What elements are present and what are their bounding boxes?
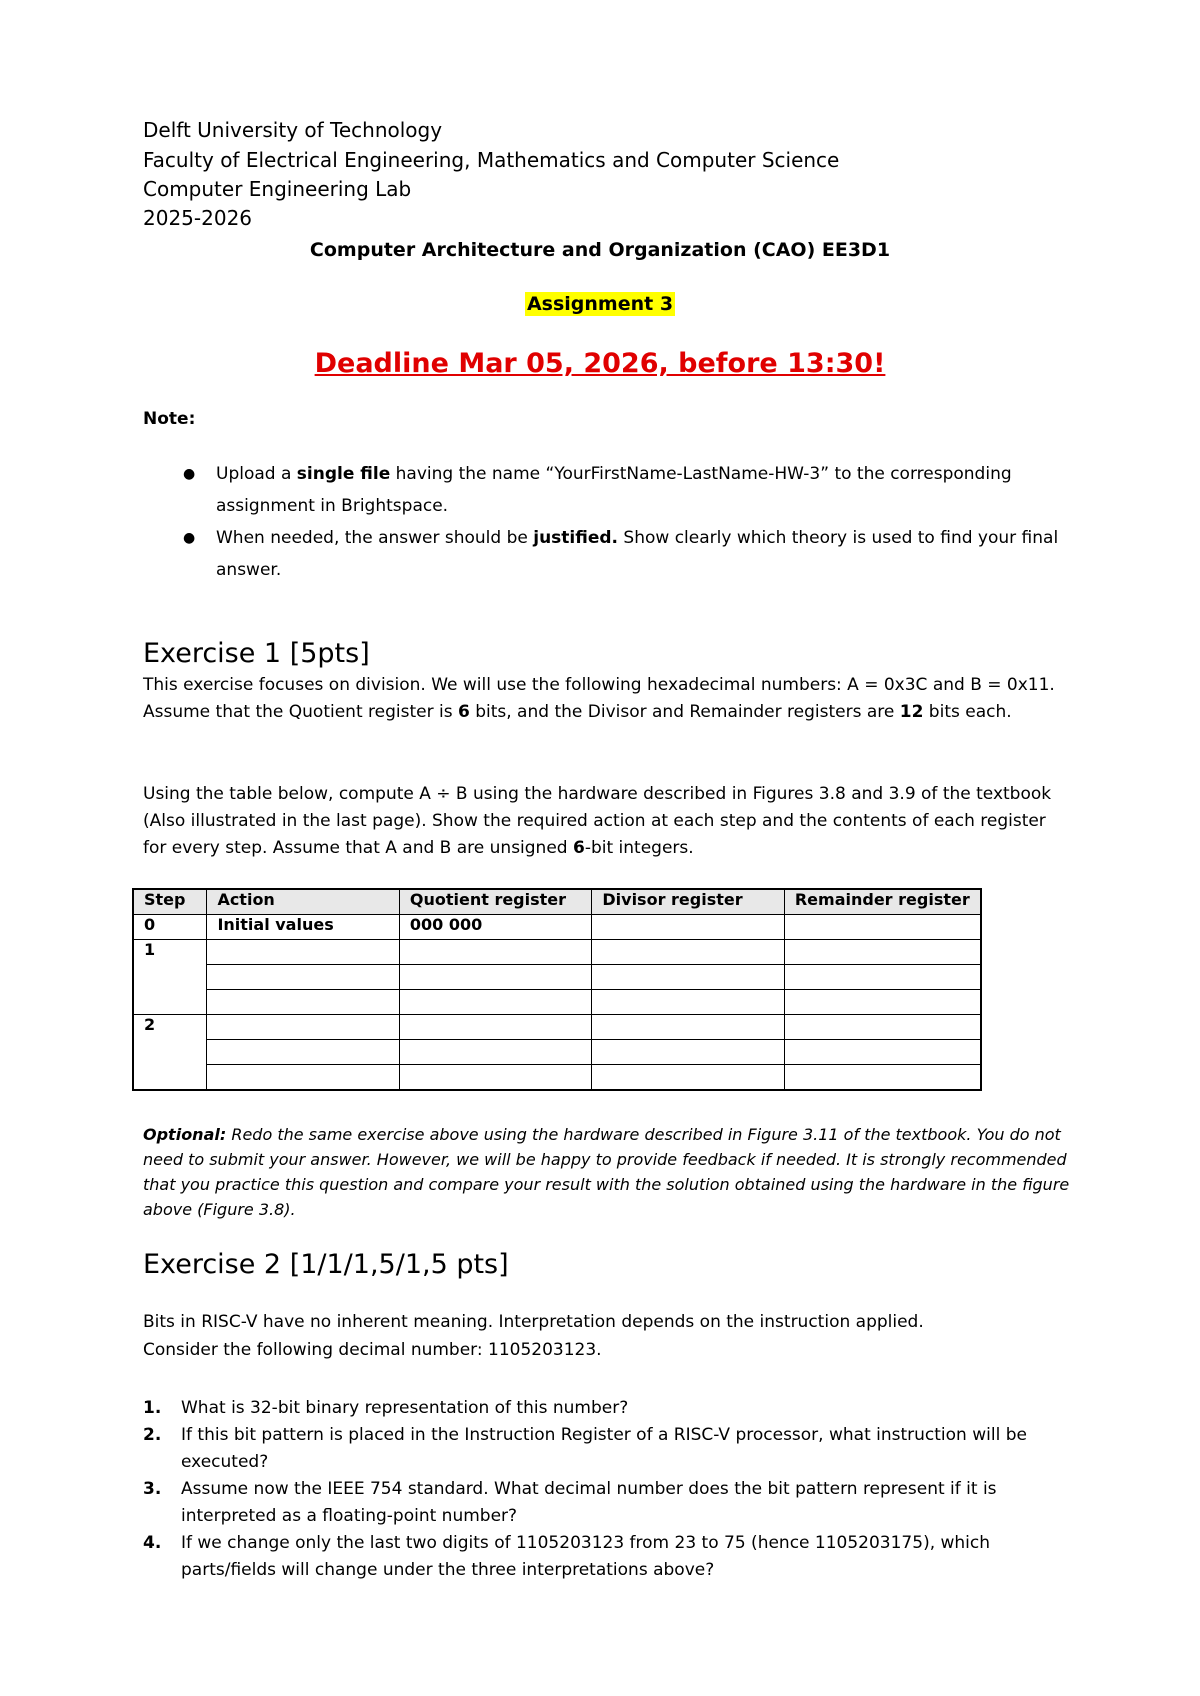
note-text: When needed, the answer should be xyxy=(216,528,534,548)
remainder-cell xyxy=(784,1065,981,1091)
exercise2-line2: Consider the following decimal number: 1105203123. xyxy=(143,1340,602,1360)
step-cell: 0 xyxy=(133,915,207,940)
university-name: Delft University of Technology xyxy=(143,118,443,142)
header-action: Action xyxy=(207,889,399,915)
question-item xyxy=(143,1530,1073,1584)
header-divisor: Divisor register xyxy=(592,889,784,915)
quotient-cell xyxy=(399,990,592,1015)
divisor-cell xyxy=(592,1065,784,1091)
question-list xyxy=(143,1395,1073,1584)
quotient-cell xyxy=(399,1065,592,1091)
header-quotient: Quotient register xyxy=(399,889,592,915)
divisor-cell xyxy=(592,940,784,965)
remainder-cell xyxy=(784,915,981,940)
optional-text: Redo the same exercise above using the hardware described in Figure 3.11 of the textbook. You do not need to submit your answer. However, we will be happy to provide feedback if needed. It is strongly recommended that you practice this question and compare your result with the solution obtained using the hardware in the figure above (Figure 3.8). xyxy=(143,1125,1070,1219)
question-number: 4. xyxy=(143,1533,162,1553)
action-cell xyxy=(207,965,399,990)
action-cell xyxy=(207,1015,399,1040)
question-item xyxy=(143,1395,1073,1422)
bullet-icon: ● xyxy=(183,530,196,546)
note-item xyxy=(143,458,1068,522)
remainder-cell xyxy=(784,965,981,990)
action-cell xyxy=(207,940,399,965)
remainder-cell xyxy=(784,990,981,1015)
step-cell: 2 xyxy=(133,1015,207,1091)
quotient-cell xyxy=(399,1040,592,1065)
header-remainder: Remainder register xyxy=(784,889,981,915)
action-cell: Initial values xyxy=(207,915,399,940)
header-step: Step xyxy=(133,889,207,915)
task-bold: 6 xyxy=(573,838,585,858)
note-bold: single file xyxy=(296,464,391,484)
optional-label: Optional: xyxy=(143,1125,227,1144)
deadline: Deadline Mar 05, 2026, before 13:30! xyxy=(314,348,886,379)
optional-note xyxy=(143,1122,1073,1222)
table-row xyxy=(133,1065,981,1091)
intro-bold: 6 xyxy=(457,702,470,722)
intro-bold: 12 xyxy=(899,702,924,722)
table-row xyxy=(133,965,981,990)
exercise1-intro xyxy=(143,672,1073,726)
note-text: having the name “YourFirstName-LastName-HW-3” to the corresponding assignment in Brightspace. xyxy=(216,464,1012,516)
exercise1-title: Exercise 1 [5pts] xyxy=(143,638,370,669)
divisor-cell xyxy=(592,915,784,940)
intro-text: bits each. xyxy=(923,702,1012,722)
exercise2-line1: Bits in RISC-V have no inherent meaning. Interpretation depends on the instruction applied. xyxy=(143,1312,924,1332)
divisor-cell xyxy=(592,1015,784,1040)
note-bold: justified. xyxy=(533,528,619,548)
intro-text: bits, and the Divisor and Remainder registers are xyxy=(469,702,900,722)
bullet-icon: ● xyxy=(183,466,196,482)
remainder-cell xyxy=(784,940,981,965)
exercise1-task xyxy=(143,781,1073,862)
action-cell xyxy=(207,1065,399,1091)
quotient-cell xyxy=(399,940,592,965)
note-label: Note: xyxy=(143,409,196,429)
question-number: 1. xyxy=(143,1398,162,1418)
intro-text: This exercise focuses on division. We will use the following hexadecimal numbers: A = 0x3C and B = 0x11. Assume that the Quotient register is xyxy=(143,675,1055,722)
question-text: If this bit pattern is placed in the Instruction Register of a RISC-V processor, what instruction will be executed? xyxy=(181,1425,1027,1472)
division-table xyxy=(132,888,982,1091)
question-item xyxy=(143,1422,1073,1476)
question-number: 2. xyxy=(143,1425,162,1445)
divisor-cell xyxy=(592,965,784,990)
quotient-cell xyxy=(399,1015,592,1040)
task-text: Using the table below, compute A ÷ B using the hardware described in Figures 3.8 and 3.9 of the textbook (Also illustrated in the last page). Show the required action at each step and the contents of each register for every step. Assume that A and B are unsigned xyxy=(143,784,1052,858)
quotient-cell xyxy=(399,965,592,990)
step-cell: 1 xyxy=(133,940,207,1015)
divisor-cell xyxy=(592,990,784,1015)
table-row xyxy=(133,940,981,965)
faculty-name: Faculty of Electrical Engineering, Mathematics and Computer Science xyxy=(143,148,840,172)
exercise2-title: Exercise 2 [1/1/1,5/1,5 pts] xyxy=(143,1249,509,1280)
question-item xyxy=(143,1476,1073,1530)
academic-year: 2025-2026 xyxy=(143,206,253,230)
question-text: What is 32-bit binary representation of this number? xyxy=(181,1398,629,1418)
table-header-row xyxy=(133,889,981,915)
note-item xyxy=(143,522,1068,586)
table-row xyxy=(133,1015,981,1040)
table-row xyxy=(133,1040,981,1065)
assignment-highlight: Assignment 3 xyxy=(526,293,674,315)
task-text: -bit integers. xyxy=(584,838,694,858)
question-text: If we change only the last two digits of 1105203123 from 23 to 75 (hence 1105203175), which parts/fields will change under the three interpretations above? xyxy=(181,1533,991,1580)
remainder-cell xyxy=(784,1040,981,1065)
note-list xyxy=(143,458,1068,586)
table-row xyxy=(133,915,981,940)
table-row xyxy=(133,990,981,1015)
question-number: 3. xyxy=(143,1479,162,1499)
assignment-label xyxy=(0,290,1200,318)
question-text: Assume now the IEEE 754 standard. What decimal number does the bit pattern represent if it is interpreted as a floating-point number? xyxy=(181,1479,997,1526)
note-text: Upload a xyxy=(216,464,297,484)
quotient-cell: 000 000 xyxy=(399,915,592,940)
divisor-cell xyxy=(592,1040,784,1065)
action-cell xyxy=(207,1040,399,1065)
remainder-cell xyxy=(784,1015,981,1040)
course-title: Computer Architecture and Organization (CAO) EE3D1 xyxy=(309,239,891,261)
lab-name: Computer Engineering Lab xyxy=(143,177,412,201)
note-text: Show clearly which theory is used to find your final answer. xyxy=(216,528,1059,580)
action-cell xyxy=(207,990,399,1015)
